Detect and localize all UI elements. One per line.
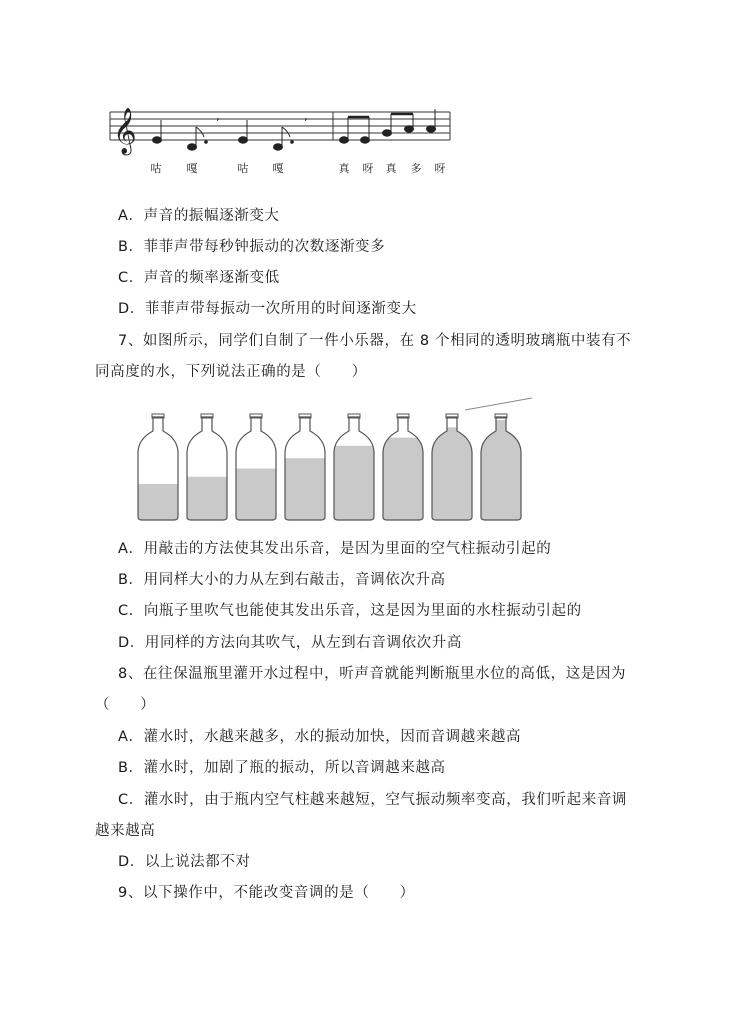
water-fill xyxy=(383,438,423,520)
q7-option-d: D．用同样的方法向其吹气，从左到右音调依次升高 xyxy=(118,635,462,651)
water-fill xyxy=(187,477,227,520)
bottle xyxy=(383,414,423,520)
lyric-syllable: 嘎 xyxy=(272,162,284,175)
bottle xyxy=(334,414,374,520)
lyric-syllable: 呀 xyxy=(362,162,374,175)
water-fill xyxy=(334,446,374,520)
svg-text:ʼ: ʼ xyxy=(304,116,308,130)
q8-option-c-cont: 越来越高 xyxy=(95,823,156,839)
bottles-figure xyxy=(130,395,540,525)
q7-stem-line1: 7、如图所示，同学们自制了一件小乐器，在 8 个相同的透明玻璃瓶中装有不 xyxy=(118,333,632,349)
lyric-syllable: 呀 xyxy=(434,162,446,175)
q8-stem-line1: 8、在往保温瓶里灌开水过程中，听声音就能判断瓶里水位的高低，这是因为 xyxy=(118,666,627,682)
q6-option-d: D．菲菲声带每振动一次所用的时间逐渐变大 xyxy=(118,301,417,317)
q6-option-c: C．声音的频率逐渐变低 xyxy=(118,270,280,286)
bottle xyxy=(432,414,472,520)
lyric-syllable: 咕 xyxy=(237,162,249,175)
svg-text:ʼ: ʼ xyxy=(216,116,220,130)
water-fill xyxy=(432,427,472,520)
water-fill xyxy=(138,484,178,520)
q6-option-b: B．菲菲声带每秒钟振动的次数逐渐变多 xyxy=(118,239,386,255)
q8-stem-line2: （ ） xyxy=(95,697,156,713)
q9-stem: 9、以下操作中，不能改变音调的是（ ） xyxy=(118,885,415,901)
lyric-syllable: 多 xyxy=(410,162,422,175)
bottle xyxy=(187,414,227,520)
q6-option-a: A．声音的振幅逐渐变大 xyxy=(118,208,280,224)
bottle xyxy=(481,414,521,520)
music-staff-figure xyxy=(100,100,460,160)
lyric-syllable: 真 xyxy=(385,162,397,175)
q8-option-d: D．以上说法都不对 xyxy=(118,854,251,870)
treble-clef-icon: 𝄞 xyxy=(113,108,137,154)
q7-option-b: B．用同样大小的力从左到右敲击，音调依次升高 xyxy=(118,572,446,588)
pointer-line xyxy=(465,398,532,410)
lyric-syllable: 咕 xyxy=(150,162,162,175)
q7-option-c: C．向瓶子里吹气也能使其发出乐音，这是因为里面的水柱振动引起的 xyxy=(118,603,582,619)
q8-option-a: A．灌水时，水越来越多，水的振动加快，因而音调越来越高 xyxy=(118,729,522,745)
water-fill xyxy=(481,420,521,520)
bottle xyxy=(236,414,276,520)
bottle xyxy=(138,414,178,520)
q8-option-c: C．灌水时，由于瓶内空气柱越来越短，空气振动频率变高，我们听起来音调 xyxy=(118,792,628,808)
water-fill xyxy=(285,458,325,520)
q8-option-b: B．灌水时，加剧了瓶的振动，所以音调越来越高 xyxy=(118,760,446,776)
q7-stem-line2: 同高度的水，下列说法正确的是（ ） xyxy=(95,364,367,380)
water-fill xyxy=(236,469,276,521)
lyric-syllable: 真 xyxy=(338,162,350,175)
lyric-syllable: 嘎 xyxy=(186,162,198,175)
q7-option-a: A．用敲击的方法使其发出乐音，是因为里面的空气柱振动引起的 xyxy=(118,541,552,557)
bottle xyxy=(285,414,325,520)
